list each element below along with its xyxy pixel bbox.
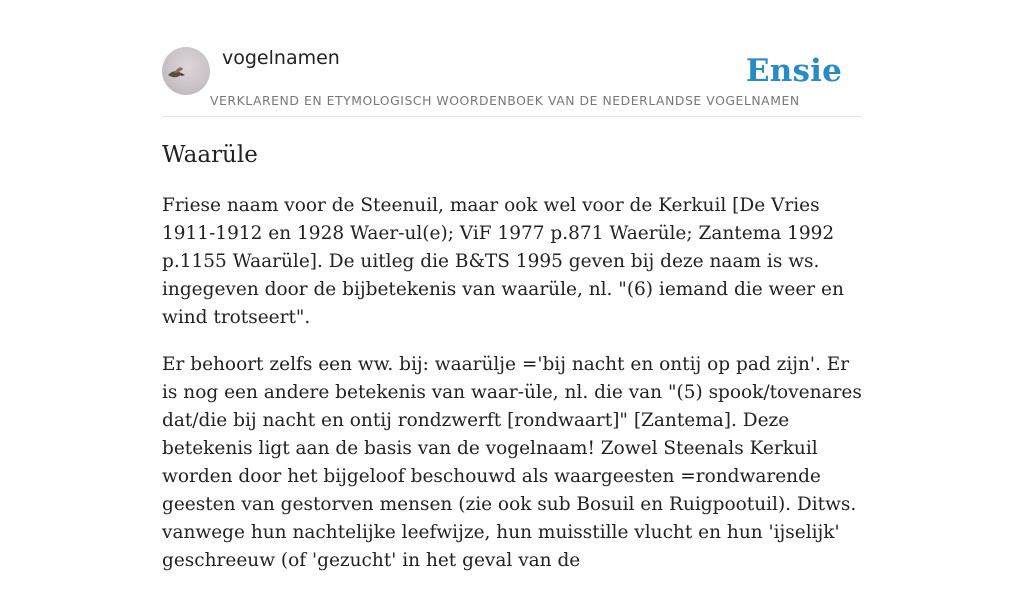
article-body (162, 192, 862, 594)
site-header (162, 46, 862, 117)
article-title: Waarüle (162, 142, 258, 168)
bird-avatar-icon-graphic (162, 47, 210, 95)
article-paragraph: Friese naam voor de Steenuil, maar ook wel voor de Kerkuil [De Vries 1911-1912 en 1928 Waer-ul(e); ViF 1977 p.871 Waerüle; Zantema 1992 p.1155 Waarüle]. De uitleg die B&TS 1995 geven bij deze naam is ws. ingegeven door de bijbetekenis van waarüle, nl. "(6) iemand die weer en wind trotseert". (162, 195, 844, 328)
site-tagline: VERKLAREND EN ETYMOLOGISCH WOORDENBOEK VAN DE NEDERLANDSE VOGELNAMEN (210, 93, 800, 108)
article-paragraph: Er behoort zelfs een ww. bij: waarülje ='bij nacht en ontij op pad zijn'. Er is nog een andere betekenis van waar-üle, nl. die van "(5) spook/tovenares dat/die bij nacht en ontij rondzwerft [rondwaart]" [Zantema]. Deze betekenis ligt aan de basis van de vogelnaam! Zowel Steenals Kerkuil worden door het bijgeloof beschouwd als waargeesten =rondwarende geesten van gestorven mensen (zie ook sub Bosuil en Ruigpootuil). Ditws. vanwege hun nachtelijke leefwijze, hun muisstille vlucht en hun 'ijselijk' geschreeuw (of 'gezucht' in het geval van de (162, 354, 862, 571)
site-name-link[interactable]: vogelnamen (222, 47, 340, 69)
bird-avatar-icon[interactable] (162, 47, 210, 95)
ensie-logo[interactable]: Ensie (745, 53, 842, 89)
